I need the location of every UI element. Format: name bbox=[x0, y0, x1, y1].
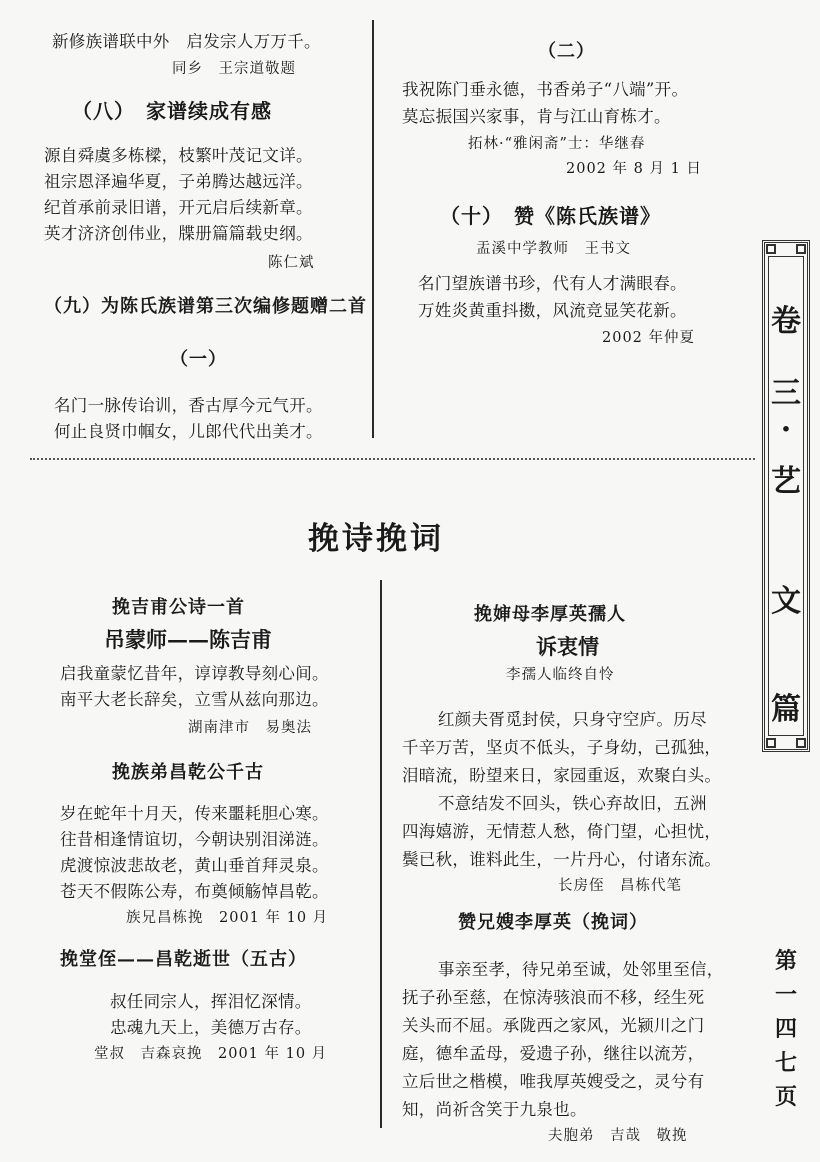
elegy-subtitle: 吊蒙师——陈吉甫 bbox=[104, 627, 272, 652]
side-tab-char: 文 bbox=[771, 584, 801, 619]
poem-line: 岁在蛇年十月天，传来噩耗胆心寒。 bbox=[60, 804, 329, 823]
prose-line: 泪暗流，盼望来日，家园重返，欢聚白头。 bbox=[402, 766, 722, 785]
side-tab-char: 篇 bbox=[771, 692, 801, 727]
prose-line: 知，尚祈含笑于九泉也。 bbox=[402, 1100, 587, 1119]
poem-line: 纪首承前录旧谱，开元启后续新章。 bbox=[44, 198, 313, 217]
side-tab-char: 艺 bbox=[771, 464, 801, 499]
author: 盂溪中学教师 王书文 bbox=[476, 241, 631, 257]
elegy-title: 挽婶母李厚英孺人 bbox=[474, 604, 626, 625]
page-number-char: 第 bbox=[774, 948, 797, 974]
poem-line: 名门望族谱书珍，代有人才满眼春。 bbox=[418, 274, 687, 293]
poem-line: 源自舜虞多栋樑，枝繁叶茂记文详。 bbox=[44, 146, 313, 165]
poem-line: 启我童蒙忆昔年，谆谆教导刻心间。 bbox=[60, 664, 329, 683]
poem-line: 叔任同宗人，挥泪忆深情。 bbox=[110, 992, 312, 1011]
page-number-char: 七 bbox=[774, 1050, 797, 1076]
prose-line: 抚子孙至慈，在惊涛骇浪而不移，经生死 bbox=[402, 988, 705, 1007]
elegy-title: 挽族弟昌乾公千古 bbox=[112, 762, 264, 783]
poem-line: 南平大老长辞矣，立雪从兹向那边。 bbox=[60, 690, 329, 709]
ornament-icon bbox=[766, 738, 776, 748]
poem-line: 忠魂九天上，美德万古存。 bbox=[110, 1018, 312, 1037]
poem-line: 新修族谱联中外 启发宗人万万千。 bbox=[52, 32, 321, 51]
note: 李孺人临终自怜 bbox=[506, 667, 615, 683]
signature: 族兄昌栋挽 2001 年 10 月 bbox=[126, 910, 329, 926]
signature: 拓林·“雅闲斋”士：华继春 bbox=[468, 136, 646, 152]
poem-line: 万姓炎黄重抖擞，风流竞显笑花新。 bbox=[418, 301, 687, 320]
side-tab-char: 三 bbox=[771, 376, 801, 411]
poem-line: 英才济济创伟业，牒册篇篇载史纲。 bbox=[44, 224, 313, 243]
poem-title: （十） 赞《陈氏族谱》 bbox=[440, 204, 661, 228]
poem-title: （九）为陈氏族谱第三次编修题赠二首 bbox=[44, 296, 367, 317]
date: 2002 年 8 月 1 日 bbox=[566, 161, 702, 177]
elegy-title: 赞兄嫂李厚英（挽词） bbox=[458, 912, 648, 933]
elegy-subtitle: 诉衷情 bbox=[536, 634, 599, 659]
prose-line: 不意结发不回头，铁心弃故旧，五洲 bbox=[438, 794, 707, 813]
poem-part-label: （一） bbox=[170, 349, 227, 370]
ornament-icon bbox=[796, 738, 806, 748]
poem-line: 何止良贤巾帼女，儿郎代代出美才。 bbox=[54, 422, 323, 441]
page-number-char: 一 bbox=[774, 982, 797, 1008]
signature: 长房侄 昌栋代笔 bbox=[558, 878, 682, 894]
prose-line: 千辛万苦，坚贞不低头，子身幼，己孤独， bbox=[402, 738, 722, 757]
section-divider bbox=[30, 458, 755, 460]
poem-line: 莫忘振国兴家事，肯与江山育栋才。 bbox=[402, 107, 671, 126]
prose-line: 关头而不屈。承陇西之家风，光颍川之门 bbox=[402, 1016, 705, 1035]
poem-line: 虎渡惊波悲故老，黄山垂首拜灵泉。 bbox=[60, 856, 329, 875]
elegy-title: 挽吉甫公诗一首 bbox=[112, 597, 245, 618]
column-divider bbox=[372, 20, 374, 438]
poem-line: 往昔相逢情谊切，今朝诀别泪涕涟。 bbox=[60, 830, 329, 849]
poem-line: 我祝陈门垂永德，书香弟子“八端”开。 bbox=[402, 80, 689, 99]
prose-line: 红颜夫胥觅封侯，只身守空庐。历尽 bbox=[438, 710, 707, 729]
prose-line: 立后世之楷模，唯我厚英嫂受之，灵兮有 bbox=[402, 1072, 705, 1091]
side-tab-char: · bbox=[780, 412, 792, 447]
ornament-icon bbox=[796, 244, 806, 254]
side-tab-char: 卷 bbox=[771, 304, 801, 339]
poem-line: 名门一脉传诒训，香古厚今元气开。 bbox=[54, 396, 323, 415]
section-title: 挽诗挽词 bbox=[308, 521, 444, 557]
prose-line: 庭，德牟孟母，爱遗子孙，继往以流芳， bbox=[402, 1044, 705, 1063]
elegy-title: 挽堂侄——昌乾逝世（五古） bbox=[60, 949, 307, 970]
poem-part-label: （二） bbox=[538, 41, 595, 62]
date: 2002 年仲夏 bbox=[602, 330, 696, 346]
poem-line: 苍天不假陈公寿，布奠倾觞悼昌乾。 bbox=[60, 882, 329, 901]
signature: 同乡 王宗道敬题 bbox=[172, 61, 296, 77]
page-number-char: 页 bbox=[774, 1084, 797, 1110]
signature: 湖南津市 易奥法 bbox=[188, 720, 312, 736]
signature: 陈仁斌 bbox=[268, 255, 315, 271]
prose-line: 鬓已秋，谁料此生，一片丹心，付诸东流。 bbox=[402, 850, 722, 869]
page-number-char: 四 bbox=[774, 1016, 797, 1042]
column-divider bbox=[380, 580, 382, 1128]
poem-title: （八） 家谱续成有感 bbox=[72, 99, 272, 123]
signature: 堂叔 吉森哀挽 2001 年 10 月 bbox=[94, 1046, 328, 1062]
prose-line: 四海嬉游，无情惹人愁，倚门望，心担忧， bbox=[402, 822, 722, 841]
prose-line: 事亲至孝，待兄弟至诚，处邻里至信， bbox=[438, 960, 724, 979]
signature: 夫胞弟 吉哉 敬挽 bbox=[548, 1128, 688, 1144]
poem-line: 祖宗恩泽遍华夏，子弟腾达越远洋。 bbox=[44, 172, 313, 191]
ornament-icon bbox=[766, 244, 776, 254]
